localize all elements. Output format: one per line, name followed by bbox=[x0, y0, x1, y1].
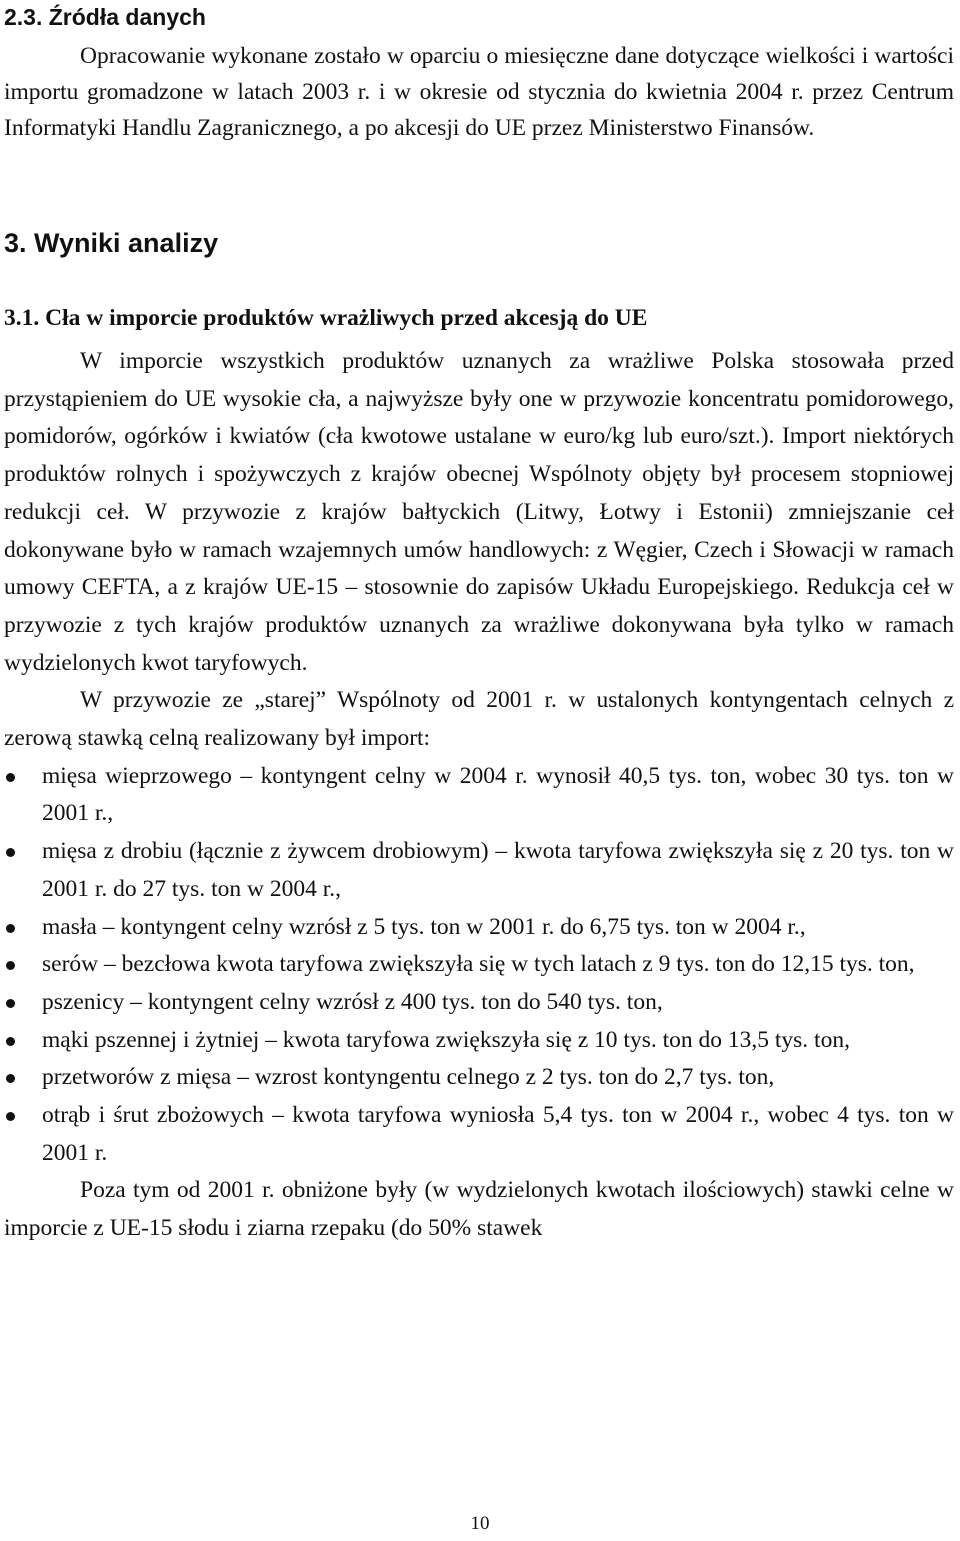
body-paragraph-2: W przywozie ze „starej” Wspólnoty od 2001 r. w ustalonych kontyngentach celnych z zerową stawką celną realizowany był import: bbox=[4, 687, 954, 752]
list-item bbox=[4, 1059, 954, 1097]
bullet-icon bbox=[6, 999, 15, 1008]
import-quota-list bbox=[4, 758, 954, 1173]
bullet-icon bbox=[6, 848, 15, 857]
section-2-3-heading: 2.3. Źródła danych bbox=[4, 4, 206, 30]
body-paragraph-1: W imporcie wszystkich produktów uznanych za wrażliwe Polska stosowała przed przystąpieniem do UE wysokie cła, a najwyższe były one w przywozie koncentratu pomidorowego, pomidorów, ogórków i kwiatów (cła kwotowe ustalane w euro/kg lub euro/szt.). Import niektórych produktów rolnych i spożywczych z krajów obecnej Wspólnoty objęty był procesem stopniowej redukcji ceł. W przywozie z krajów bałtyckich (Litwy, Łotwy i Estonii) zmniejszanie ceł dokonywane było w ramach wzajemnych umów handlowych: z Węgier, Czech i Słowacji w ramach umowy CEFTA, a z krajów UE-15 – stosownie do zapisów Układu Europejskiego. Redukcja ceł w przywozie z tych krajów produktów uznanych za wrażliwe dokonywana była tylko w ramach wydzielonych kwot taryfowych. bbox=[4, 348, 954, 676]
list-item bbox=[4, 909, 954, 947]
list-item bbox=[4, 984, 954, 1022]
page-number: 10 bbox=[470, 1513, 490, 1534]
list-item bbox=[4, 946, 954, 984]
list-item-text: mąki pszennej i żytniej – kwota taryfowa zwiększyła się z 10 tys. ton do 13,5 tys. ton, bbox=[42, 1026, 850, 1053]
section-3-1-body bbox=[4, 343, 954, 1248]
bullet-icon bbox=[6, 1074, 15, 1083]
list-item-text: pszenicy – kontyngent celny wzrósł z 400 tys. ton do 540 tys. ton, bbox=[42, 988, 663, 1015]
bullet-icon bbox=[6, 961, 15, 970]
bullet-icon bbox=[6, 1112, 15, 1121]
list-item-text: mięsa wieprzowego – kontyngent celny w 2004 r. wynosił 40,5 tys. ton, wobec 30 tys. ton w 2001 r., bbox=[42, 762, 954, 827]
bullet-icon bbox=[6, 773, 15, 782]
list-item bbox=[4, 1022, 954, 1060]
section-3-heading: 3. Wyniki analizy bbox=[4, 228, 219, 258]
section-3-1-heading: 3.1. Cła w imporcie produktów wrażliwych przed akcesją do UE bbox=[4, 305, 648, 331]
list-item-text: serów – bezcłowa kwota taryfowa zwiększyła się w tych latach z 9 tys. ton do 12,15 tys. ton, bbox=[42, 951, 915, 978]
body-paragraph-3: Poza tym od 2001 r. obniżone były (w wydzielonych kwotach ilościowych) stawki celne w imporcie z UE-15 słodu i ziarna rzepaku (do 50% stawek bbox=[4, 1177, 954, 1242]
list-item bbox=[4, 833, 954, 908]
section-2-3-paragraph: Opracowanie wykonane zostało w oparciu o miesięczne dane dotyczące wielkości i wartości importu gromadzone w latach 2003 r. i w okresie od stycznia do kwietnia 2004 r. przez Centrum Informatyki Handlu Zagranicznego, a po akcesji do UE przez Ministerstwo Finansów. bbox=[4, 43, 954, 141]
list-item-text: przetworów z mięsa – wzrost kontyngentu celnego z 2 tys. ton do 2,7 tys. ton, bbox=[42, 1064, 775, 1091]
list-item-text: masła – kontyngent celny wzrósł z 5 tys. ton w 2001 r. do 6,75 tys. ton w 2004 r., bbox=[42, 913, 806, 940]
list-item bbox=[4, 758, 954, 833]
list-item-text: otrąb i śrut zbożowych – kwota taryfowa wyniosła 5,4 tys. ton w 2004 r., wobec 4 tys. ton w 2001 r. bbox=[42, 1102, 954, 1166]
list-item-text: mięsa z drobiu (łącznie z żywcem drobiowym) – kwota taryfowa zwiększyła się z 20 tys. ton w 2001 r. do 27 tys. ton w 2004 r., bbox=[42, 838, 954, 902]
bullet-icon bbox=[6, 1037, 15, 1046]
list-item bbox=[4, 1097, 954, 1172]
bullet-icon bbox=[6, 924, 15, 933]
